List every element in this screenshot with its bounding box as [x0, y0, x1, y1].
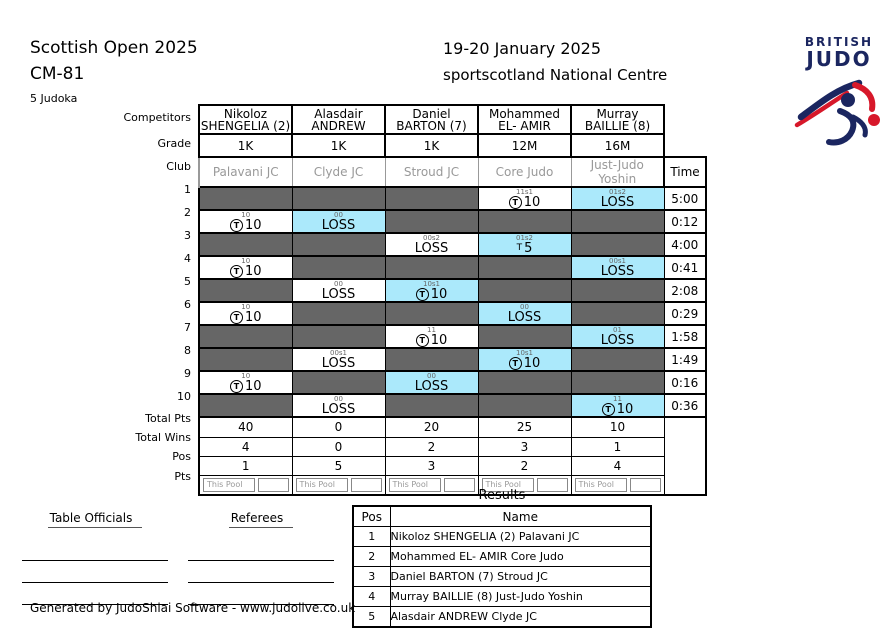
pos-cell: 1	[199, 456, 292, 475]
score-value: T 10	[479, 196, 571, 209]
results-row	[353, 587, 651, 607]
competitor-last-name: BARTON (7)	[396, 118, 467, 133]
referees-section	[188, 507, 334, 605]
match-cell	[292, 394, 385, 417]
score-code: 00	[427, 372, 436, 380]
total-pts-cell: 20	[385, 417, 478, 437]
ippon-icon: T	[509, 357, 522, 370]
time-cell: 0:16	[664, 371, 706, 394]
score-value: LOSS	[600, 264, 635, 279]
match-cell	[478, 348, 571, 371]
total-wins-cell: 2	[385, 437, 478, 456]
match-cell-unused	[571, 348, 664, 371]
match-row	[199, 371, 706, 394]
match-cell	[385, 325, 478, 348]
match-row	[199, 394, 706, 417]
score-code: 10	[241, 372, 251, 380]
competitor-name-cell	[571, 105, 664, 134]
competitor-name-cell	[199, 105, 292, 134]
competitor-first-name: Mohammed	[488, 106, 561, 121]
score-code: 01s2	[515, 234, 533, 242]
pos-cell: 4	[571, 456, 664, 475]
competitor-first-name: Alasdair	[314, 106, 363, 121]
match-cell	[199, 371, 292, 394]
signature-line	[188, 561, 334, 583]
pts-value-box	[258, 478, 289, 492]
ippon-icon: T	[602, 403, 615, 416]
signature-line	[22, 539, 168, 561]
match-cell-unused	[571, 302, 664, 325]
label-competitors: Competitors	[123, 111, 191, 124]
this-pool-box: This Pool	[575, 478, 627, 492]
competitor-name-cell	[478, 105, 571, 134]
result-name: Mohammed EL- AMIR Core Judo	[390, 547, 651, 567]
event-date: 19-20 January 2025	[443, 39, 602, 58]
results-header-row	[353, 506, 651, 527]
score-code: 01s2	[608, 188, 626, 196]
match-row	[199, 187, 706, 210]
grade-cell: 1K	[292, 134, 385, 157]
footer-credit: Generated by JudoShiai Software - www.judolive.co.uk	[30, 601, 356, 615]
label-match-number: 3	[184, 229, 191, 242]
score-code: 01	[613, 326, 622, 334]
total-wins-cell: 1	[571, 437, 664, 456]
score-value: T 10	[386, 288, 478, 301]
time-cell: 1:49	[664, 348, 706, 371]
logo-text-british: BRITISH	[804, 35, 874, 49]
score-value: LOSS	[321, 287, 356, 302]
result-name: Alasdair ANDREW Clyde JC	[390, 607, 651, 628]
match-row	[199, 233, 706, 256]
this-pool-box: This Pool	[389, 478, 441, 492]
score-code: 00s2	[422, 234, 440, 242]
total-pts-cell: 10	[571, 417, 664, 437]
match-cell	[478, 233, 571, 256]
grade-cell: 12M	[478, 134, 571, 157]
total-pts-cell: 40	[199, 417, 292, 437]
grade-cell: 16M	[571, 134, 664, 157]
spacer-cell	[664, 456, 706, 475]
this-pool-box: This Pool	[482, 478, 534, 492]
this-pool-box: This Pool	[296, 478, 348, 492]
match-cell-unused	[199, 187, 292, 210]
result-name: Murray BAILLIE (8) Just-Judo Yoshin	[390, 587, 651, 607]
competitor-first-name: Daniel	[412, 106, 451, 121]
score-code: 00	[334, 395, 343, 403]
match-cell	[478, 302, 571, 325]
judoka-count: 5 Judoka	[30, 92, 78, 105]
score-value: T 10	[479, 357, 571, 370]
time-cell: 5:00	[664, 187, 706, 210]
score-value: T 10	[572, 403, 664, 416]
result-pos: 3	[353, 567, 390, 587]
score-code: 00	[334, 211, 343, 219]
pool-row-labels	[30, 104, 194, 487]
label-match-number: 10	[177, 390, 191, 403]
ippon-icon: T	[416, 288, 429, 301]
time-cell: 0:41	[664, 256, 706, 279]
result-pos: 4	[353, 587, 390, 607]
score-code: 00	[334, 280, 343, 288]
match-cell-unused	[478, 256, 571, 279]
total-wins-cell: 3	[478, 437, 571, 456]
time-cell: 0:12	[664, 210, 706, 233]
score-code: 11s1	[515, 188, 533, 196]
time-cell: 0:36	[664, 394, 706, 417]
match-cell-unused	[478, 325, 571, 348]
score-value: T 10	[200, 311, 292, 324]
results-header-name: Name	[390, 506, 651, 527]
score-code: 10	[241, 211, 251, 219]
label-match-number: 6	[184, 298, 191, 311]
label-match-number: 1	[184, 183, 191, 196]
results-table	[352, 505, 652, 628]
match-cell-unused	[292, 302, 385, 325]
match-cell-unused	[199, 233, 292, 256]
match-cell-unused	[385, 187, 478, 210]
score-value: T 10	[200, 265, 292, 278]
competitor-last-name: ANDREW	[311, 118, 366, 133]
judo-throw-figure-icon	[793, 69, 885, 151]
grade-cell: 1K	[385, 134, 478, 157]
match-cell-unused	[199, 279, 292, 302]
time-cell: 4:00	[664, 233, 706, 256]
club-cell: Clyde JC	[292, 157, 385, 187]
competitor-last-name: BAILLIE (8)	[584, 118, 651, 133]
match-cell	[199, 210, 292, 233]
match-cell-unused	[385, 256, 478, 279]
pos-cell: 2	[478, 456, 571, 475]
referees-lines	[188, 539, 334, 605]
match-row	[199, 279, 706, 302]
result-name: Nikoloz SHENGELIA (2) Palavani JC	[390, 527, 651, 547]
score-code: 10s1	[422, 280, 440, 288]
waza-icon: T	[516, 243, 523, 253]
match-cell-unused	[571, 233, 664, 256]
score-code: 10s1	[515, 349, 533, 357]
match-cell-unused	[292, 256, 385, 279]
score-value: LOSS	[507, 310, 542, 325]
label-match-number: 5	[184, 275, 191, 288]
score-code: 11	[613, 395, 622, 403]
logo-text-judo: JUDO	[806, 47, 872, 71]
result-name: Daniel BARTON (7) Stroud JC	[390, 567, 651, 587]
label-pts: Pts	[174, 470, 191, 483]
score-value: T 10	[200, 380, 292, 393]
score-value: LOSS	[321, 356, 356, 371]
club-cell: Core Judo	[478, 157, 571, 187]
match-cell-unused	[571, 279, 664, 302]
spacer-cell	[664, 437, 706, 456]
label-total-wins: Total Wins	[135, 431, 191, 444]
match-cell	[199, 302, 292, 325]
total-pts-cell: 25	[478, 417, 571, 437]
label-total-pts: Total Pts	[145, 412, 191, 425]
match-cell	[292, 279, 385, 302]
match-cell-unused	[292, 371, 385, 394]
ippon-icon: T	[230, 219, 243, 232]
club-cell: Just-Judo Yoshin	[571, 157, 664, 187]
pool-table	[198, 104, 707, 496]
club-row	[199, 157, 706, 187]
score-code: 10	[241, 257, 251, 265]
grade-row	[199, 134, 706, 157]
results-row	[353, 607, 651, 628]
total-pts-cell: 0	[292, 417, 385, 437]
result-pos: 1	[353, 527, 390, 547]
this-pool-box: This Pool	[203, 478, 255, 492]
match-cell	[385, 233, 478, 256]
results-row	[353, 527, 651, 547]
ippon-icon: T	[230, 380, 243, 393]
competitor-last-name: SHENGELIA (2)	[200, 118, 291, 133]
competitors-row	[199, 105, 706, 134]
total-pts-row	[199, 417, 706, 437]
referees-title: Referees	[229, 511, 293, 528]
score-code: 10	[241, 303, 251, 311]
competitor-first-name: Murray	[596, 106, 639, 121]
total-wins-cell: 4	[199, 437, 292, 456]
match-cell-unused	[478, 394, 571, 417]
label-match-number: 8	[184, 344, 191, 357]
category-code: CM-81	[30, 64, 85, 84]
match-cell-unused	[478, 371, 571, 394]
score-code: 00s1	[608, 257, 626, 265]
score-value: LOSS	[321, 218, 356, 233]
match-cell	[571, 325, 664, 348]
club-cell: Palavani JC	[199, 157, 292, 187]
pos-cell: 5	[292, 456, 385, 475]
match-row	[199, 325, 706, 348]
total-wins-cell: 0	[292, 437, 385, 456]
label-pos: Pos	[172, 450, 191, 463]
match-cell-unused	[385, 348, 478, 371]
pos-cell: 3	[385, 456, 478, 475]
match-cell	[571, 187, 664, 210]
competitor-name-cell	[292, 105, 385, 134]
label-match-number: 9	[184, 367, 191, 380]
competitor-last-name: EL- AMIR	[498, 118, 551, 133]
ippon-icon: T	[509, 196, 522, 209]
match-cell-unused	[478, 210, 571, 233]
results-title: Results	[478, 488, 526, 503]
score-code: 11	[427, 326, 436, 334]
spacer-cell	[664, 105, 706, 134]
match-cell	[571, 394, 664, 417]
competitor-name-cell	[385, 105, 478, 134]
time-cell: 2:08	[664, 279, 706, 302]
competitor-first-name: Nikoloz	[223, 106, 268, 121]
table-officials-lines	[22, 539, 168, 605]
match-cell	[199, 256, 292, 279]
total-wins-row	[199, 437, 706, 456]
time-cell: 0:29	[664, 302, 706, 325]
table-officials-section	[22, 507, 168, 605]
score-value: T 10	[200, 219, 292, 232]
spacer-cell	[664, 417, 706, 437]
match-row	[199, 256, 706, 279]
match-cell	[478, 187, 571, 210]
label-grade: Grade	[157, 137, 191, 150]
match-cell	[385, 371, 478, 394]
results-header-pos: Pos	[353, 506, 390, 527]
ippon-icon: T	[230, 265, 243, 278]
match-cell-unused	[199, 325, 292, 348]
pts-split	[203, 478, 289, 492]
match-cell	[292, 348, 385, 371]
label-match-number: 7	[184, 321, 191, 334]
british-judo-logo	[791, 36, 887, 155]
time-cell: 1:58	[664, 325, 706, 348]
score-code: 00	[520, 303, 529, 311]
match-cell-unused	[571, 371, 664, 394]
event-venue: sportscotland National Centre	[443, 66, 668, 84]
score-value: T 10	[386, 334, 478, 347]
score-code: 00s1	[329, 349, 347, 357]
match-row	[199, 210, 706, 233]
label-club: Club	[166, 160, 191, 173]
result-pos: 5	[353, 607, 390, 628]
label-match-number: 4	[184, 252, 191, 265]
score-value: LOSS	[321, 402, 356, 417]
match-cell-unused	[571, 210, 664, 233]
match-cell	[571, 256, 664, 279]
table-officials-title: Table Officials	[48, 511, 143, 528]
ippon-icon: T	[230, 311, 243, 324]
match-cell	[385, 279, 478, 302]
event-title: Scottish Open 2025	[30, 38, 198, 58]
grade-cell: 1K	[199, 134, 292, 157]
spacer-cell	[664, 475, 706, 495]
score-value: LOSS	[600, 333, 635, 348]
match-cell-unused	[385, 302, 478, 325]
match-cell-unused	[199, 348, 292, 371]
label-match-number: 2	[184, 206, 191, 219]
match-cell-unused	[385, 394, 478, 417]
time-header: Time	[664, 157, 706, 187]
score-value: LOSS	[414, 241, 449, 256]
match-cell-unused	[199, 394, 292, 417]
results-row	[353, 567, 651, 587]
match-row	[199, 302, 706, 325]
signature-line	[188, 539, 334, 561]
ippon-icon: T	[416, 334, 429, 347]
match-cell	[292, 210, 385, 233]
match-cell-unused	[292, 325, 385, 348]
match-cell-unused	[478, 279, 571, 302]
score-value: LOSS	[600, 195, 635, 210]
spacer-cell	[664, 134, 706, 157]
match-cell-unused	[385, 210, 478, 233]
result-pos: 2	[353, 547, 390, 567]
score-value: T 5	[516, 241, 533, 256]
match-row	[199, 348, 706, 371]
club-cell: Stroud JC	[385, 157, 478, 187]
pos-row	[199, 456, 706, 475]
signature-line	[22, 561, 168, 583]
match-cell-unused	[292, 233, 385, 256]
score-value: LOSS	[414, 379, 449, 394]
match-cell-unused	[292, 187, 385, 210]
results-row	[353, 547, 651, 567]
pts-cell	[199, 475, 292, 495]
